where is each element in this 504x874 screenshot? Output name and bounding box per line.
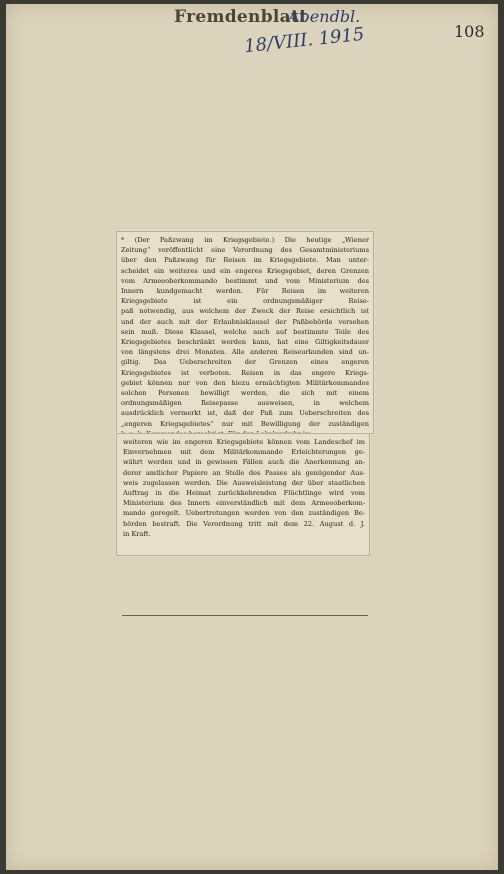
newspaper-stamp: Fremdenblatt [174, 7, 308, 27]
column-divider-rule [122, 615, 368, 616]
article-text-line: über den Paßzwang für Reisen im Kriegsgebiete. Man unter- [121, 256, 369, 265]
article-text-line: ordnungsmäßigen Reisepasse ausweisen, in welchem [121, 399, 369, 408]
article-text-line: weiteren wie im engeren Kriegsgebiete können vom Landeschef im [123, 438, 365, 446]
article-text-line: Kriegsgebietes ist verboten. Reisen in das engere Kriegs- [121, 368, 369, 377]
article-text-line: Einvernehmen mit dem Militärkommando Erleichterungen ge- [123, 448, 365, 457]
article-text-line: weis zugelassen werden. Die Ausweisleistung der über staatlichen [123, 478, 365, 487]
article-text-line: * (Der Paßzwang im Kriegsgebiete.) Die heutige „Wiener [121, 236, 369, 244]
article-text-line: ausdrücklich vermerkt ist, daß der Paß zum Ueberschreiten des [121, 409, 369, 418]
article-text-line: Zeitung“ veröffentlicht eine Verordnung des Gesamtministeriums [121, 246, 369, 255]
edition-handwritten-note: Abendbl. [288, 7, 361, 26]
article-text-line: und der auch mit der Erlaubnisklausel der Paßbehörde versehen [121, 317, 369, 326]
article-text-line: in Kraft. [123, 529, 151, 538]
article-text-line: scheidet ein weiteres und ein engeres Kriegsgebiet, deren Grenzen [121, 266, 369, 275]
newspaper-clipping-column-2 [116, 433, 370, 556]
article-text-line: gebiet können nur von den hiezu ermächtigten Militärkommandos [121, 378, 369, 387]
article-text-line: Innern kundgemacht werden. Für Reisen im weiteren [121, 287, 369, 296]
article-text-line: derer amtlicher Papiere an Stelle des Passes als genügender Aus- [123, 468, 365, 477]
article-text-line: solchen Personen bewilligt werden, die sich mit einem [121, 389, 369, 398]
date-handwritten-note: 18/VIII. 1915 [243, 23, 366, 58]
article-text-line: Kriegsgebiete ist ein ordnungsmäßiger Reise- [121, 297, 369, 306]
article-text-line: giltig. Das Ueberschreiten der Grenzen eines engeren [121, 358, 369, 367]
article-text-line: Kriegsgebietes beschränkt werden kann, hat eine Giltigkeitsdauer [121, 338, 369, 347]
article-text-line: mando geregelt. Uebertretungen werden von den zuständigen Be- [123, 509, 365, 518]
article-text-line: „engeren Kriegsgebietes“ nur mit Bewilligung der zuständigen [121, 419, 369, 428]
article-text-line: Ministerium des Innern einverständlich mit dem Armeeoberkom- [123, 499, 365, 508]
article-text-line: währt werden und in gewissen Fällen auch die Anerkennung an- [123, 458, 365, 467]
newspaper-clipping-column-1 [116, 231, 374, 434]
page-number: 108 [454, 22, 485, 41]
article-text-line: hörden bestraft. Die Verordnung tritt mit dem 22. August d. J. [123, 519, 365, 528]
article-text-line: paß notwendig, aus welchem der Zweck der Reise ersichtlich ist [121, 307, 369, 316]
article-text-line: sein muß. Diese Klausel, welche auch auf bestimmte Teile des [121, 327, 369, 336]
article-text-line: von längstens drei Monaten. Alle anderen Reiseurkunden sind un- [121, 348, 369, 357]
article-text-line: vom Armeeoberkommando bestimmt und vom Ministerium des [121, 276, 369, 285]
article-text-line: Auftrag in die Heimat zurückkehrenden Flüchtlinge wird vom [123, 489, 365, 498]
